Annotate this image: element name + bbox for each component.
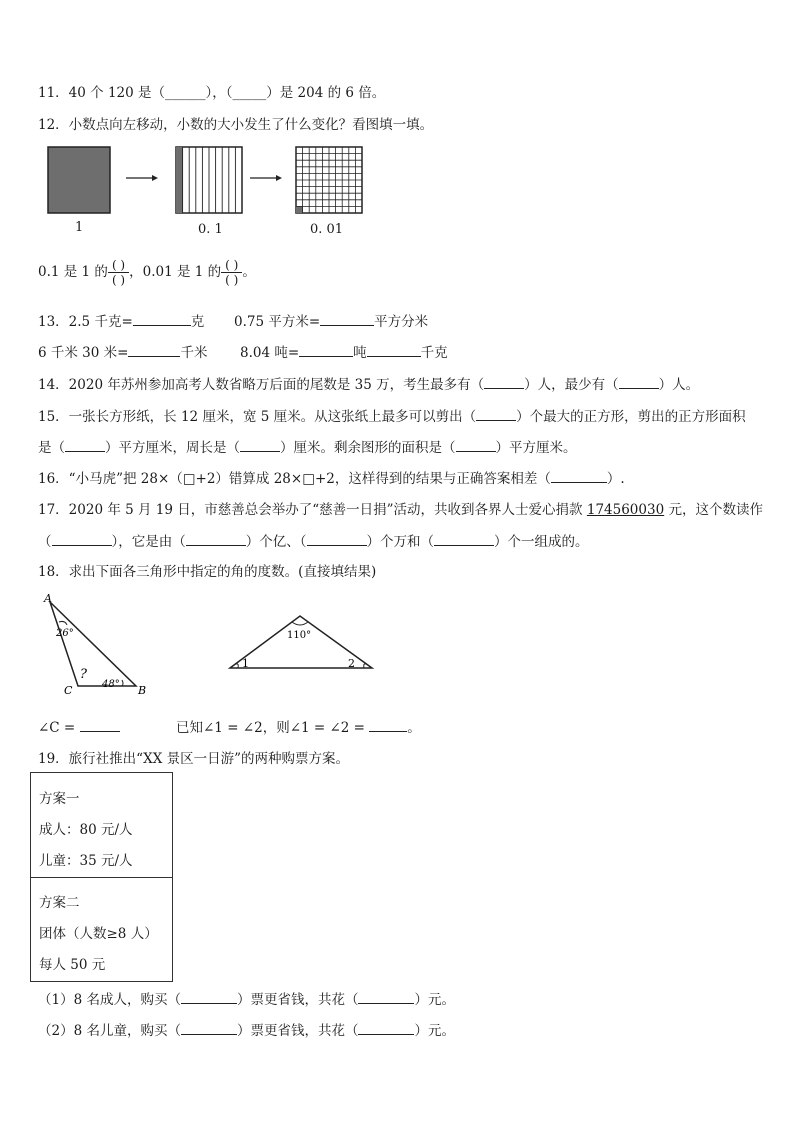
q16-blank[interactable] xyxy=(551,469,607,483)
q13-blank-d1[interactable] xyxy=(299,343,353,357)
triangle-2-figure xyxy=(224,610,384,676)
q17-blank-4[interactable] xyxy=(434,532,494,546)
q13-d-mid: 吨 xyxy=(353,345,367,361)
plan-2-title: 方案二 xyxy=(39,895,80,911)
q15-c: ）厘米。剩余图形的面积是（ xyxy=(280,440,456,456)
q14-pre: 14．2020 年苏州参加高考人数省略万后面的尾数是 35 万，考生最多有（ xyxy=(38,377,485,393)
ticket-plans-table xyxy=(30,772,173,982)
q15-d: ）平方厘米。 xyxy=(495,440,577,456)
label-0-01: 0. 01 xyxy=(310,222,344,237)
q17-c: ）个亿、（ xyxy=(245,534,307,550)
q13-b-post: 平方分米 xyxy=(374,314,429,330)
q19-s2-b: ）票更省钱，共花（ xyxy=(236,1023,359,1039)
q13-b-pre: 0.75 平方米= xyxy=(234,314,321,330)
q18-answer-c xyxy=(38,718,120,737)
q12-fill-end: 。 xyxy=(242,264,256,280)
q14-mid: ）人，最少有（ xyxy=(524,377,619,393)
whole-square xyxy=(48,147,110,213)
question-11 xyxy=(38,84,385,102)
q15-blank-3[interactable] xyxy=(240,438,280,452)
vertex-b-label: B xyxy=(138,684,147,697)
plan-divider xyxy=(31,877,172,878)
q12-fill-b: ，0.01 是 1 的 xyxy=(129,264,222,280)
q16-pre: 16．“小马虎”把 28×（□+2）错算成 28×□+2，这样得到的结果与正确答案相差（ xyxy=(38,471,551,487)
angle-110-label: 110° xyxy=(287,630,312,641)
q18-ans-c-label: ∠C = xyxy=(38,720,76,736)
q13-blank-a[interactable] xyxy=(133,312,191,326)
q18-ans-12-end: 。 xyxy=(407,720,421,736)
q18-blank-12[interactable] xyxy=(369,718,407,732)
q13-d-pre: 8.04 吨= xyxy=(240,345,300,361)
q15-post: ）个最大的正方形，剪出的正方形面积 xyxy=(516,409,746,425)
q14-post: ）人。 xyxy=(658,377,700,393)
angle-b-label: 48° xyxy=(102,679,120,690)
triangle-2-svg xyxy=(224,610,384,676)
q11-blank-1[interactable]: ______ xyxy=(165,85,206,101)
arrow-right-icon xyxy=(152,175,158,181)
q19-sub-2 xyxy=(38,1021,455,1040)
vertex-a-label: A xyxy=(44,592,52,605)
q13-c-post: 千米 xyxy=(180,345,208,361)
q14-blank-1[interactable] xyxy=(484,375,524,389)
question-17-line-1 xyxy=(38,501,763,519)
q11-prefix: 11．40 个 120 是（ xyxy=(38,85,165,101)
q19-sub-1 xyxy=(38,990,455,1009)
shaded-hundredth-cell xyxy=(296,206,303,213)
question-15-line-1 xyxy=(38,407,746,426)
fraction-blank-2[interactable] xyxy=(221,258,242,287)
q13-c-pre: 6 千米 30 米= xyxy=(38,345,129,361)
angle-a-label: 26° xyxy=(56,628,74,639)
frac-den: ( ) xyxy=(225,273,239,287)
q11-suffix: ）是 204 的 6 倍。 xyxy=(266,85,386,101)
q17-pre: 17．2020 年 5 月 19 日，市慈善总会举办了“慈善一日捐”活动，共收到各界人士爱心捐款 xyxy=(38,502,587,518)
label-1: 1 xyxy=(75,220,84,235)
q13-line-1 xyxy=(38,312,204,331)
q19-s2-blank-1[interactable] xyxy=(181,1021,237,1035)
q17-blank-2[interactable] xyxy=(186,532,246,546)
q13-a-post: 克 xyxy=(190,314,205,330)
plan-1-adult: 成人：80 元/人 xyxy=(39,822,133,838)
q17-blank-3[interactable] xyxy=(307,532,367,546)
q13-d-post: 千克 xyxy=(420,345,448,361)
q15-blank-1[interactable] xyxy=(476,407,516,421)
q19-s1-a: （1）8 名成人，购买（ xyxy=(38,992,181,1008)
plan-1-child: 儿童：35 元/人 xyxy=(39,853,133,869)
q19-s2-c: ）元。 xyxy=(414,1023,455,1039)
q13-blank-b[interactable] xyxy=(320,312,374,326)
unknown-angle-label: ? xyxy=(80,667,87,682)
q15-blank-2[interactable] xyxy=(65,438,105,452)
q18-blank-c[interactable] xyxy=(80,718,120,732)
q13-line-2b xyxy=(240,343,448,362)
q17-amount: 174560030 xyxy=(586,502,665,518)
q19-s1-c: ）元。 xyxy=(414,992,455,1008)
q18-ans-12-label: 已知∠1 = ∠2，则∠1 = ∠2 = xyxy=(176,720,365,736)
frac-den: ( ) xyxy=(111,273,126,287)
hundredths-square xyxy=(296,147,362,213)
triangle-abc xyxy=(50,602,136,686)
question-15-line-2 xyxy=(38,438,577,457)
q11-middle: ），（ xyxy=(205,85,233,101)
vertex-c-label: C xyxy=(64,684,73,697)
plan-1-title: 方案一 xyxy=(39,791,80,807)
q13-a-pre: 13．2.5 千克= xyxy=(38,314,133,330)
q15-b: ）平方厘米，周长是（ xyxy=(105,440,240,456)
q12-fill-line xyxy=(38,255,256,289)
q19-s2-blank-2[interactable] xyxy=(358,1021,414,1035)
plan-2-group: 团体（人数≥8 人） xyxy=(39,926,158,942)
q19-s2-a: （2）8 名儿童，购买（ xyxy=(38,1023,181,1039)
tenths-square xyxy=(176,147,242,213)
question-18-text: 18．求出下面各三角形中指定的角的度数。(直接填结果) xyxy=(38,564,377,580)
q13-line-1b xyxy=(234,312,428,331)
frac-num: ( ) xyxy=(108,258,129,273)
q19-s1-blank-2[interactable] xyxy=(358,990,414,1004)
triangle-1-svg xyxy=(38,590,158,700)
q13-line-2 xyxy=(38,343,207,362)
label-0-1: 0. 1 xyxy=(198,222,223,237)
q16-post: ）. xyxy=(606,471,625,487)
angle-1-label: 1 xyxy=(242,657,249,670)
q19-s1-b: ）票更省钱，共花（ xyxy=(236,992,359,1008)
arrow-right-icon xyxy=(276,175,282,181)
q17-d: ）个万和（ xyxy=(366,534,434,550)
question-17-line-2 xyxy=(38,532,589,551)
q17-e: ）个一组成的。 xyxy=(494,534,589,550)
question-16 xyxy=(38,469,625,488)
q17-a: （ xyxy=(38,534,52,550)
q17-b: ），它是由（ xyxy=(111,534,186,550)
q13-blank-c[interactable] xyxy=(128,343,180,357)
question-12-text: 12．小数点向左移动，小数的大小发生了什么变化？看图填一填。 xyxy=(38,117,434,133)
q14-blank-2[interactable] xyxy=(619,375,659,389)
q15-a: 是（ xyxy=(38,440,65,456)
q15-blank-4[interactable] xyxy=(456,438,496,452)
plan-2-price: 每人 50 元 xyxy=(39,957,106,973)
triangle-1-figure xyxy=(38,590,158,700)
q12-fill-a: 0.1 是 1 的 xyxy=(38,264,108,280)
q15-pre: 15．一张长方形纸，长 12 厘米，宽 5 厘米。从这张纸上最多可以剪出（ xyxy=(38,409,477,425)
q17-blank-1[interactable] xyxy=(52,532,112,546)
q13-blank-d2[interactable] xyxy=(367,343,421,357)
question-14 xyxy=(38,375,699,394)
q17-post: 元，这个数读作 xyxy=(664,502,763,518)
question-19-text: 19．旅行社推出“XX 景区一日游”的两种购票方案。 xyxy=(38,751,349,767)
q19-s1-blank-1[interactable] xyxy=(181,990,237,1004)
angle-2-label: 2 xyxy=(348,657,355,670)
q18-answer-12 xyxy=(176,718,421,737)
frac-num: ( ) xyxy=(221,258,242,273)
fraction-blank-1[interactable] xyxy=(108,258,129,287)
q11-blank-2[interactable]: _____ xyxy=(232,85,267,101)
